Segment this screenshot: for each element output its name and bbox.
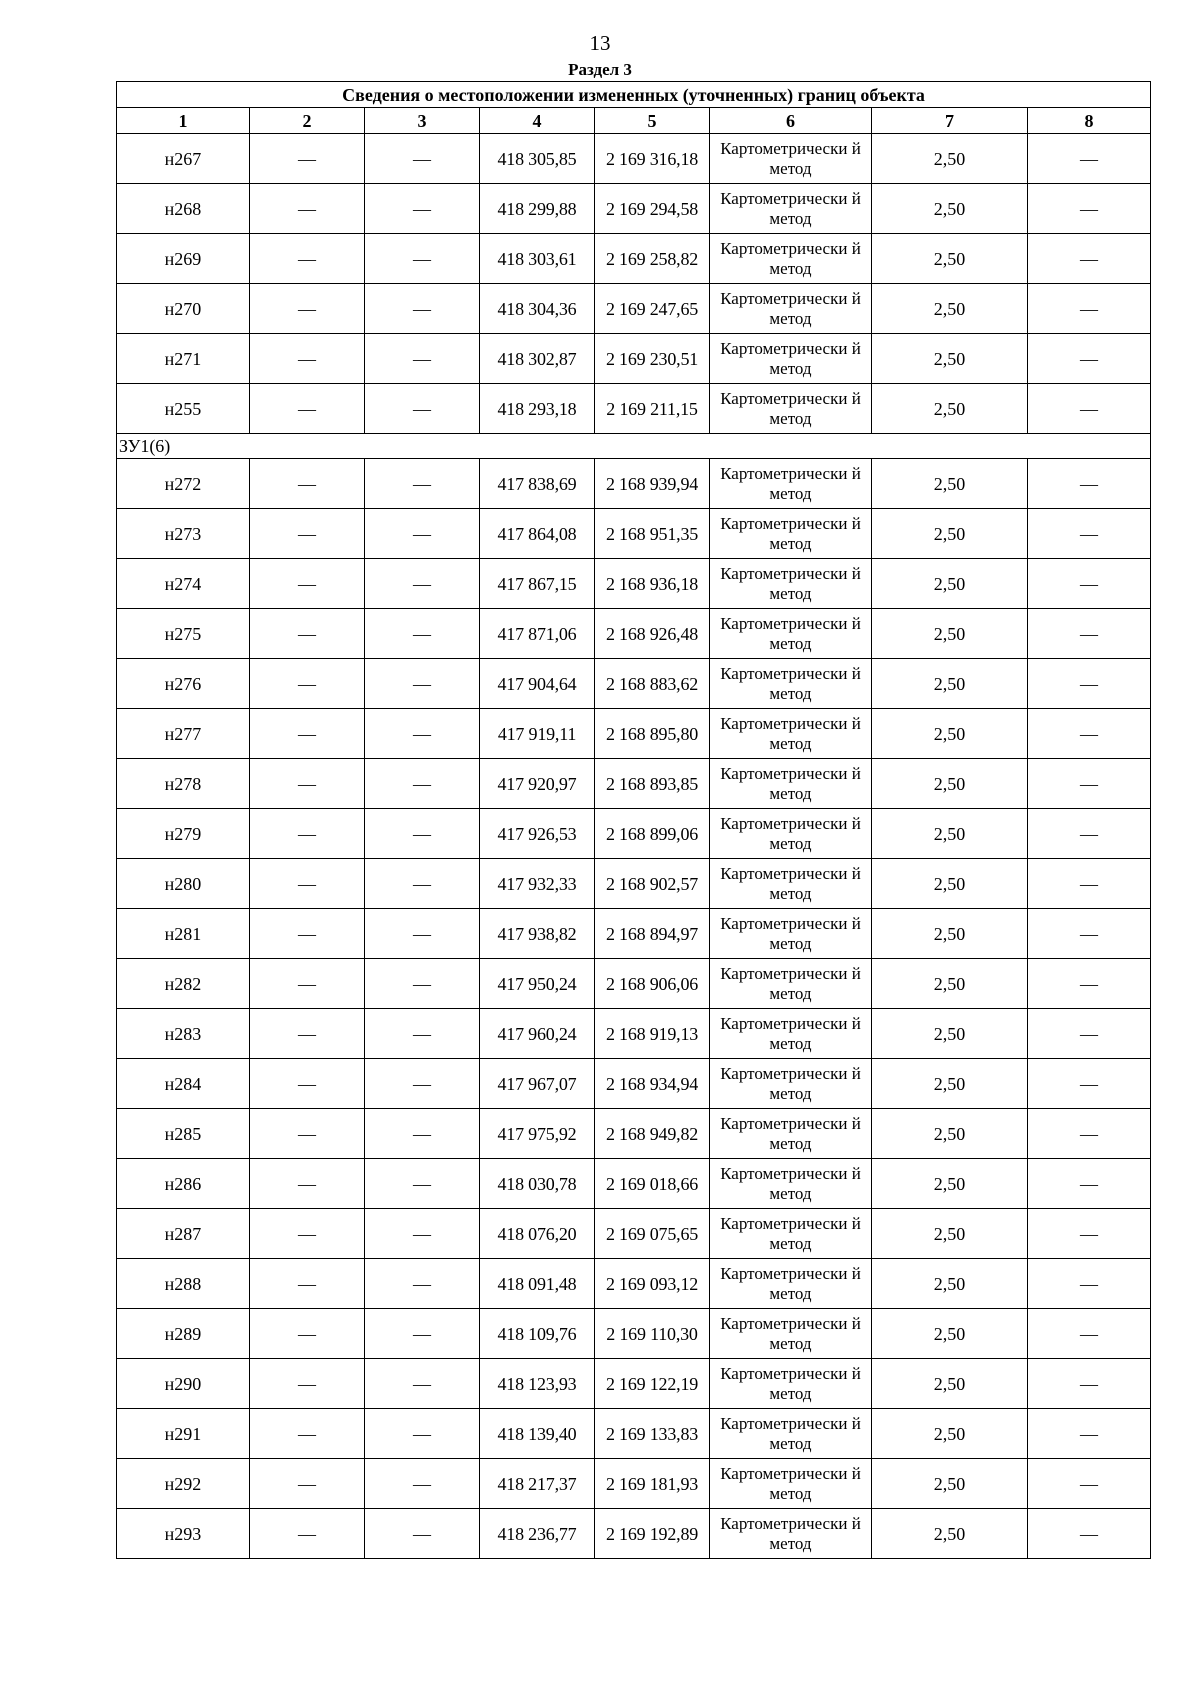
x-coordinate-cell: 418 076,20	[480, 1209, 595, 1259]
empty-dash-cell: —	[1028, 334, 1151, 384]
x-coordinate-cell: 418 109,76	[480, 1309, 595, 1359]
point-number-cell: н289	[117, 1309, 250, 1359]
y-coordinate-cell: 2 169 294,58	[595, 184, 710, 234]
method-cell: Картометрически й метод	[710, 334, 872, 384]
x-coordinate-cell: 417 904,64	[480, 659, 595, 709]
y-coordinate-cell: 2 169 122,19	[595, 1359, 710, 1409]
empty-dash-cell: —	[250, 459, 365, 509]
y-coordinate-cell: 2 168 919,13	[595, 1009, 710, 1059]
empty-dash-cell: —	[365, 459, 480, 509]
column-number: 2	[250, 108, 365, 134]
column-number: 7	[872, 108, 1028, 134]
empty-dash-cell: —	[1028, 559, 1151, 609]
y-coordinate-cell: 2 169 247,65	[595, 284, 710, 334]
empty-dash-cell: —	[365, 959, 480, 1009]
accuracy-cell: 2,50	[872, 759, 1028, 809]
method-cell: Картометрически й метод	[710, 1359, 872, 1409]
method-cell: Картометрически й метод	[710, 1159, 872, 1209]
accuracy-cell: 2,50	[872, 334, 1028, 384]
x-coordinate-cell: 418 304,36	[480, 284, 595, 334]
table-row	[117, 1209, 1151, 1259]
x-coordinate-cell: 418 139,40	[480, 1409, 595, 1459]
empty-dash-cell: —	[250, 284, 365, 334]
empty-dash-cell: —	[1028, 1109, 1151, 1159]
empty-dash-cell: —	[1028, 134, 1151, 184]
empty-dash-cell: —	[1028, 459, 1151, 509]
empty-dash-cell: —	[250, 1009, 365, 1059]
table-row	[117, 1159, 1151, 1209]
table-row	[117, 1009, 1151, 1059]
method-cell: Картометрически й метод	[710, 959, 872, 1009]
point-number-cell: н274	[117, 559, 250, 609]
empty-dash-cell: —	[365, 1359, 480, 1409]
point-number-cell: н284	[117, 1059, 250, 1109]
empty-dash-cell: —	[250, 234, 365, 284]
empty-dash-cell: —	[250, 334, 365, 384]
empty-dash-cell: —	[365, 759, 480, 809]
x-coordinate-cell: 417 932,33	[480, 859, 595, 909]
empty-dash-cell: —	[365, 909, 480, 959]
empty-dash-cell: —	[1028, 509, 1151, 559]
empty-dash-cell: —	[365, 1209, 480, 1259]
table-body	[117, 134, 1151, 1559]
method-cell: Картометрически й метод	[710, 509, 872, 559]
x-coordinate-cell: 417 871,06	[480, 609, 595, 659]
empty-dash-cell: —	[365, 1159, 480, 1209]
accuracy-cell: 2,50	[872, 1059, 1028, 1109]
method-cell: Картометрически й метод	[710, 1409, 872, 1459]
empty-dash-cell: —	[250, 1059, 365, 1109]
accuracy-cell: 2,50	[872, 1209, 1028, 1259]
point-number-cell: н281	[117, 909, 250, 959]
empty-dash-cell: —	[1028, 759, 1151, 809]
table-row	[117, 1509, 1151, 1559]
point-number-cell: н286	[117, 1159, 250, 1209]
empty-dash-cell: —	[1028, 959, 1151, 1009]
empty-dash-cell: —	[250, 959, 365, 1009]
table-row	[117, 334, 1151, 384]
empty-dash-cell: —	[365, 1409, 480, 1459]
empty-dash-cell: —	[1028, 809, 1151, 859]
empty-dash-cell: —	[365, 1259, 480, 1309]
table-row	[117, 1359, 1151, 1409]
empty-dash-cell: —	[1028, 1409, 1151, 1459]
x-coordinate-cell: 417 975,92	[480, 1109, 595, 1159]
point-number-cell: н288	[117, 1259, 250, 1309]
y-coordinate-cell: 2 168 895,80	[595, 709, 710, 759]
y-coordinate-cell: 2 168 939,94	[595, 459, 710, 509]
x-coordinate-cell: 417 867,15	[480, 559, 595, 609]
table-row	[117, 459, 1151, 509]
table-row	[117, 184, 1151, 234]
empty-dash-cell: —	[250, 1359, 365, 1409]
accuracy-cell: 2,50	[872, 1109, 1028, 1159]
empty-dash-cell: —	[1028, 709, 1151, 759]
empty-dash-cell: —	[250, 759, 365, 809]
table-row	[117, 134, 1151, 184]
accuracy-cell: 2,50	[872, 134, 1028, 184]
x-coordinate-cell: 417 960,24	[480, 1009, 595, 1059]
method-cell: Картометрически й метод	[710, 284, 872, 334]
empty-dash-cell: —	[1028, 1359, 1151, 1409]
section-title: Раздел 3	[568, 60, 632, 79]
accuracy-cell: 2,50	[872, 1259, 1028, 1309]
method-cell: Картометрически й метод	[710, 384, 872, 434]
x-coordinate-cell: 418 299,88	[480, 184, 595, 234]
accuracy-cell: 2,50	[872, 509, 1028, 559]
x-coordinate-cell: 418 305,85	[480, 134, 595, 184]
accuracy-cell: 2,50	[872, 659, 1028, 709]
y-coordinate-cell: 2 168 949,82	[595, 1109, 710, 1159]
table-row	[117, 284, 1151, 334]
point-number-cell: н277	[117, 709, 250, 759]
method-cell: Картометрически й метод	[710, 659, 872, 709]
method-cell: Картометрически й метод	[710, 1059, 872, 1109]
table-row	[117, 1109, 1151, 1159]
empty-dash-cell: —	[365, 1059, 480, 1109]
empty-dash-cell: —	[365, 184, 480, 234]
method-cell: Картометрически й метод	[710, 709, 872, 759]
method-cell: Картометрически й метод	[710, 859, 872, 909]
x-coordinate-cell: 417 919,11	[480, 709, 595, 759]
column-number: 1	[117, 108, 250, 134]
x-coordinate-cell: 417 864,08	[480, 509, 595, 559]
group-label: ЗУ1(6)	[117, 434, 1151, 459]
empty-dash-cell: —	[1028, 284, 1151, 334]
table-row	[117, 1409, 1151, 1459]
method-cell: Картометрически й метод	[710, 1509, 872, 1559]
y-coordinate-cell: 2 168 934,94	[595, 1059, 710, 1109]
point-number-cell: н280	[117, 859, 250, 909]
empty-dash-cell: —	[250, 859, 365, 909]
x-coordinate-cell: 418 302,87	[480, 334, 595, 384]
table-row	[117, 759, 1151, 809]
empty-dash-cell: —	[250, 1259, 365, 1309]
empty-dash-cell: —	[1028, 1309, 1151, 1359]
x-coordinate-cell: 418 091,48	[480, 1259, 595, 1309]
point-number-cell: н282	[117, 959, 250, 1009]
empty-dash-cell: —	[365, 1109, 480, 1159]
point-number-cell: н292	[117, 1459, 250, 1509]
y-coordinate-cell: 2 168 936,18	[595, 559, 710, 609]
y-coordinate-cell: 2 168 883,62	[595, 659, 710, 709]
point-number-cell: н279	[117, 809, 250, 859]
x-coordinate-cell: 418 123,93	[480, 1359, 595, 1409]
y-coordinate-cell: 2 169 211,15	[595, 384, 710, 434]
accuracy-cell: 2,50	[872, 959, 1028, 1009]
empty-dash-cell: —	[365, 809, 480, 859]
empty-dash-cell: —	[250, 659, 365, 709]
empty-dash-cell: —	[250, 559, 365, 609]
accuracy-cell: 2,50	[872, 1459, 1028, 1509]
empty-dash-cell: —	[250, 1109, 365, 1159]
y-coordinate-cell: 2 169 018,66	[595, 1159, 710, 1209]
table-row	[117, 509, 1151, 559]
x-coordinate-cell: 418 030,78	[480, 1159, 595, 1209]
point-number-cell: н268	[117, 184, 250, 234]
accuracy-cell: 2,50	[872, 609, 1028, 659]
empty-dash-cell: —	[365, 1509, 480, 1559]
y-coordinate-cell: 2 169 230,51	[595, 334, 710, 384]
y-coordinate-cell: 2 169 133,83	[595, 1409, 710, 1459]
point-number-cell: н255	[117, 384, 250, 434]
table-row	[117, 1459, 1151, 1509]
y-coordinate-cell: 2 169 110,30	[595, 1309, 710, 1359]
point-number-cell: н290	[117, 1359, 250, 1409]
y-coordinate-cell: 2 168 906,06	[595, 959, 710, 1009]
table-row	[117, 609, 1151, 659]
point-number-cell: н271	[117, 334, 250, 384]
empty-dash-cell: —	[250, 1159, 365, 1209]
accuracy-cell: 2,50	[872, 234, 1028, 284]
empty-dash-cell: —	[365, 559, 480, 609]
method-cell: Картометрически й метод	[710, 234, 872, 284]
point-number-cell: н272	[117, 459, 250, 509]
column-number: 5	[595, 108, 710, 134]
y-coordinate-cell: 2 169 258,82	[595, 234, 710, 284]
table-row	[117, 809, 1151, 859]
y-coordinate-cell: 2 168 951,35	[595, 509, 710, 559]
x-coordinate-cell: 418 236,77	[480, 1509, 595, 1559]
table-row	[117, 659, 1151, 709]
coordinates-table	[116, 81, 1151, 1559]
empty-dash-cell: —	[1028, 1059, 1151, 1109]
method-cell: Картометрически й метод	[710, 1209, 872, 1259]
point-number-cell: н285	[117, 1109, 250, 1159]
empty-dash-cell: —	[365, 1309, 480, 1359]
point-number-cell: н270	[117, 284, 250, 334]
x-coordinate-cell: 417 967,07	[480, 1059, 595, 1109]
method-cell: Картометрически й метод	[710, 909, 872, 959]
empty-dash-cell: —	[1028, 384, 1151, 434]
method-cell: Картометрически й метод	[710, 759, 872, 809]
table-row	[117, 959, 1151, 1009]
x-coordinate-cell: 417 926,53	[480, 809, 595, 859]
empty-dash-cell: —	[1028, 659, 1151, 709]
y-coordinate-cell: 2 168 902,57	[595, 859, 710, 909]
empty-dash-cell: —	[365, 609, 480, 659]
point-number-cell: н273	[117, 509, 250, 559]
method-cell: Картометрически й метод	[710, 1009, 872, 1059]
empty-dash-cell: —	[250, 509, 365, 559]
empty-dash-cell: —	[250, 809, 365, 859]
method-cell: Картометрически й метод	[710, 459, 872, 509]
accuracy-cell: 2,50	[872, 1359, 1028, 1409]
column-number: 8	[1028, 108, 1151, 134]
empty-dash-cell: —	[250, 1309, 365, 1359]
accuracy-cell: 2,50	[872, 1409, 1028, 1459]
empty-dash-cell: —	[1028, 1259, 1151, 1309]
table-row	[117, 559, 1151, 609]
empty-dash-cell: —	[1028, 184, 1151, 234]
method-cell: Картометрически й метод	[710, 1459, 872, 1509]
column-number: 6	[710, 108, 872, 134]
y-coordinate-cell: 2 169 181,93	[595, 1459, 710, 1509]
method-cell: Картометрически й метод	[710, 1259, 872, 1309]
table-row	[117, 1059, 1151, 1109]
empty-dash-cell: —	[1028, 1159, 1151, 1209]
y-coordinate-cell: 2 169 316,18	[595, 134, 710, 184]
accuracy-cell: 2,50	[872, 459, 1028, 509]
y-coordinate-cell: 2 168 893,85	[595, 759, 710, 809]
point-number-cell: н278	[117, 759, 250, 809]
x-coordinate-cell: 418 217,37	[480, 1459, 595, 1509]
empty-dash-cell: —	[250, 1409, 365, 1459]
point-number-cell: н267	[117, 134, 250, 184]
empty-dash-cell: —	[365, 284, 480, 334]
accuracy-cell: 2,50	[872, 1009, 1028, 1059]
empty-dash-cell: —	[250, 909, 365, 959]
x-coordinate-cell: 417 920,97	[480, 759, 595, 809]
empty-dash-cell: —	[365, 1459, 480, 1509]
empty-dash-cell: —	[1028, 609, 1151, 659]
table-row	[117, 1259, 1151, 1309]
empty-dash-cell: —	[1028, 1509, 1151, 1559]
point-number-cell: н275	[117, 609, 250, 659]
method-cell: Картометрически й метод	[710, 1109, 872, 1159]
y-coordinate-cell: 2 169 192,89	[595, 1509, 710, 1559]
column-number: 4	[480, 108, 595, 134]
empty-dash-cell: —	[1028, 909, 1151, 959]
empty-dash-cell: —	[365, 1009, 480, 1059]
accuracy-cell: 2,50	[872, 809, 1028, 859]
table-caption: Сведения о местоположении измененных (уточненных) границ объекта	[117, 82, 1151, 108]
column-number: 3	[365, 108, 480, 134]
table-row	[117, 384, 1151, 434]
accuracy-cell: 2,50	[872, 1509, 1028, 1559]
x-coordinate-cell: 417 938,82	[480, 909, 595, 959]
empty-dash-cell: —	[250, 709, 365, 759]
table-row	[117, 909, 1151, 959]
point-number-cell: н269	[117, 234, 250, 284]
page-number: 13	[589, 31, 611, 55]
table-row	[117, 709, 1151, 759]
point-number-cell: н287	[117, 1209, 250, 1259]
empty-dash-cell: —	[365, 234, 480, 284]
empty-dash-cell: —	[365, 384, 480, 434]
accuracy-cell: 2,50	[872, 1159, 1028, 1209]
x-coordinate-cell: 417 950,24	[480, 959, 595, 1009]
accuracy-cell: 2,50	[872, 1309, 1028, 1359]
empty-dash-cell: —	[1028, 234, 1151, 284]
method-cell: Картометрически й метод	[710, 1309, 872, 1359]
y-coordinate-cell: 2 168 926,48	[595, 609, 710, 659]
accuracy-cell: 2,50	[872, 859, 1028, 909]
empty-dash-cell: —	[250, 384, 365, 434]
empty-dash-cell: —	[365, 509, 480, 559]
table-row	[117, 234, 1151, 284]
empty-dash-cell: —	[250, 1209, 365, 1259]
empty-dash-cell: —	[1028, 1459, 1151, 1509]
empty-dash-cell: —	[250, 1509, 365, 1559]
y-coordinate-cell: 2 169 093,12	[595, 1259, 710, 1309]
point-number-cell: н283	[117, 1009, 250, 1059]
table-row	[117, 859, 1151, 909]
x-coordinate-cell: 418 303,61	[480, 234, 595, 284]
empty-dash-cell: —	[250, 184, 365, 234]
column-numbers-row	[117, 108, 1151, 134]
point-number-cell: н276	[117, 659, 250, 709]
method-cell: Картометрически й метод	[710, 134, 872, 184]
method-cell: Картометрически й метод	[710, 184, 872, 234]
accuracy-cell: 2,50	[872, 384, 1028, 434]
empty-dash-cell: —	[365, 334, 480, 384]
empty-dash-cell: —	[365, 859, 480, 909]
accuracy-cell: 2,50	[872, 284, 1028, 334]
y-coordinate-cell: 2 169 075,65	[595, 1209, 710, 1259]
method-cell: Картометрически й метод	[710, 809, 872, 859]
accuracy-cell: 2,50	[872, 184, 1028, 234]
y-coordinate-cell: 2 168 894,97	[595, 909, 710, 959]
x-coordinate-cell: 418 293,18	[480, 384, 595, 434]
group-row	[117, 434, 1151, 459]
x-coordinate-cell: 417 838,69	[480, 459, 595, 509]
accuracy-cell: 2,50	[872, 559, 1028, 609]
empty-dash-cell: —	[365, 134, 480, 184]
empty-dash-cell: —	[365, 659, 480, 709]
empty-dash-cell: —	[365, 709, 480, 759]
empty-dash-cell: —	[250, 1459, 365, 1509]
empty-dash-cell: —	[250, 609, 365, 659]
y-coordinate-cell: 2 168 899,06	[595, 809, 710, 859]
empty-dash-cell: —	[1028, 859, 1151, 909]
accuracy-cell: 2,50	[872, 909, 1028, 959]
point-number-cell: н293	[117, 1509, 250, 1559]
empty-dash-cell: —	[250, 134, 365, 184]
method-cell: Картометрически й метод	[710, 559, 872, 609]
accuracy-cell: 2,50	[872, 709, 1028, 759]
empty-dash-cell: —	[1028, 1009, 1151, 1059]
table-row	[117, 1309, 1151, 1359]
method-cell: Картометрически й метод	[710, 609, 872, 659]
point-number-cell: н291	[117, 1409, 250, 1459]
empty-dash-cell: —	[1028, 1209, 1151, 1259]
